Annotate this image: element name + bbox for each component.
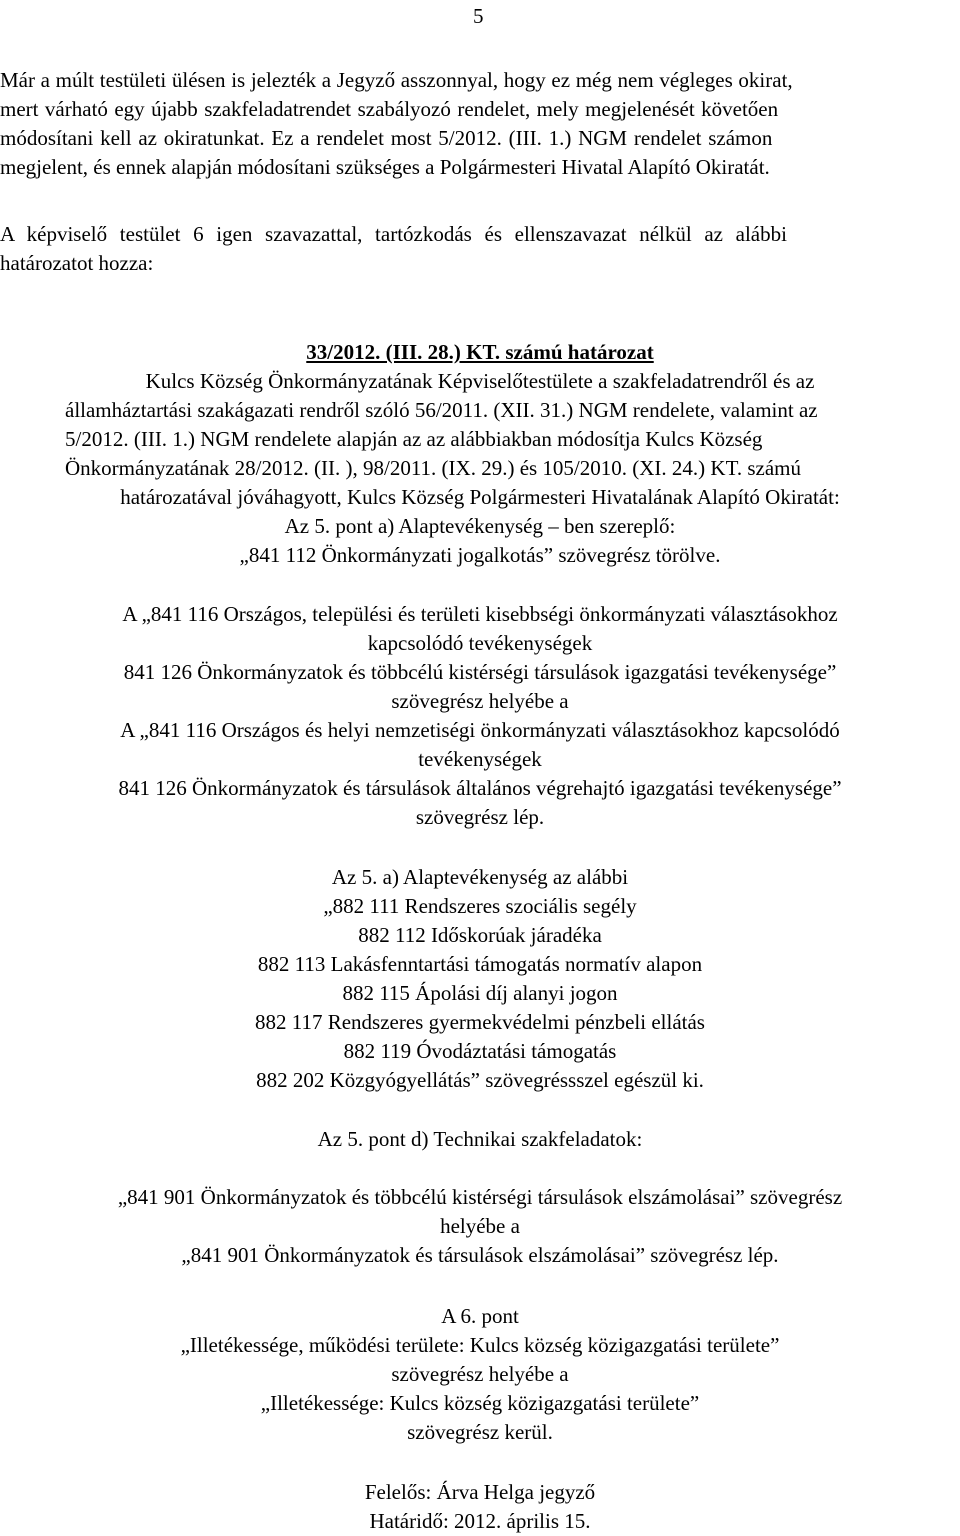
resolution xyxy=(0,338,960,570)
responsible-person: Felelős: Árva Helga jegyző xyxy=(364,1480,596,1504)
resolution-line-4: Önkormányzatának 28/2012. (II. ), 98/2011. (IX. 29.) és 105/2010. (XI. 24.) KT. számú xyxy=(65,456,801,480)
section2-line-3: 882 112 Időskorúak járadéka xyxy=(358,923,602,947)
section4-line-2: „Illetékessége, működési területe: Kulcs község közigazgatási területe” xyxy=(180,1333,780,1357)
intro-line-2: mert várható egy újabb szakfeladatrendet szabályozó rendelet, mely megjelenését követően xyxy=(0,97,779,121)
intro-line-3: módosítani kell az okiratunkat. Ez a rendelet most 5/2012. (III. 1.) NGM rendelet számon xyxy=(0,126,773,150)
intro-line-4: megjelent, és ennek alapján módosítani szükséges a Polgármesteri Hivatal Alapító Okiratát. xyxy=(0,155,770,179)
section-replacement-2 xyxy=(0,863,960,1095)
section3-line-4: „841 901 Önkormányzatok és társulások elszámolásai” szövegrész lép. xyxy=(181,1243,779,1267)
section4-line-1: A 6. pont xyxy=(441,1304,519,1328)
intro-line-1: Már a múlt testületi ülésen is jelezték a Jegyző asszonnyal, hogy ez még nem végleges okirat, xyxy=(0,68,793,92)
page-number-text: 5 xyxy=(473,4,484,28)
resolution-line-5: határozatával jóváhagyott, Kulcs Község Polgármesteri Hivatalának Alapító Okiratát: xyxy=(120,485,840,509)
section2-line-2: „882 111 Rendszeres szociális segély xyxy=(323,894,637,918)
resolution-line-3: 5/2012. (III. 1.) NGM rendelete alapján az az alábbiakban módosítja Kulcs Község xyxy=(65,427,763,451)
section-replacement-3 xyxy=(0,1125,960,1270)
section2-line-7: 882 119 Óvodáztatási támogatás xyxy=(343,1039,617,1063)
section1-line-7: 841 126 Önkormányzatok és társulások általános végrehajtó igazgatási tevékenysége” xyxy=(118,776,842,800)
resolution-heading: 33/2012. (III. 28.) KT. számú határozat xyxy=(306,340,654,364)
vote-paragraph xyxy=(0,220,960,278)
section1-line-8: szövegrész lép. xyxy=(415,805,545,829)
section1-line-1: A „841 116 Országos, települési és területi kisebbségi önkormányzati választásokhoz xyxy=(122,602,838,626)
resolution-line-2: államháztartási szakágazati rendről szóló 56/2011. (XII. 31.) NGM rendelete, valamint az xyxy=(65,398,818,422)
vote-line-2: határozatot hozza: xyxy=(0,251,154,275)
section3-line-2: „841 901 Önkormányzatok és többcélú kistérségi társulások elszámolásai” szövegrész xyxy=(117,1185,843,1209)
section2-line-8: 882 202 Közgyógyellátás” szövegréssszel egészül ki. xyxy=(256,1068,704,1092)
section1-line-6: tevékenységek xyxy=(418,747,542,771)
section-replacement-1 xyxy=(0,600,960,832)
section1-line-4: szövegrész helyébe a xyxy=(391,689,569,713)
vote-line-1: A képviselő testület 6 igen szavazattal, tartózkodás és ellenszavazat nélkül az alábbi xyxy=(0,222,787,246)
section2-line-5: 882 115 Ápolási díj alanyi jogon xyxy=(342,981,618,1005)
intro-paragraph xyxy=(0,66,960,182)
section1-line-3: 841 126 Önkormányzatok és többcélú kistérségi társulások igazgatási tevékenysége” xyxy=(123,660,837,684)
section1-line-2: kapcsolódó tevékenységek xyxy=(367,631,593,655)
section-replacement-4 xyxy=(0,1302,960,1447)
section2-line-4: 882 113 Lakásfenntartási támogatás normatív alapon xyxy=(257,952,703,976)
resolution-line-7: „841 112 Önkormányzati jogalkotás” szövegrész törölve. xyxy=(239,543,721,567)
section4-line-5: szövegrész kerül. xyxy=(407,1420,553,1444)
deadline: Határidő: 2012. április 15. xyxy=(369,1509,591,1533)
section2-line-1: Az 5. a) Alaptevékenység az alábbi xyxy=(331,865,629,889)
resolution-line-6: Az 5. pont a) Alaptevékenység – ben szereplő: xyxy=(284,514,676,538)
responsibility-footer xyxy=(0,1478,960,1536)
section3-line-3: helyébe a xyxy=(440,1214,520,1238)
section4-line-4: „Illetékessége: Kulcs község közigazgatási területe” xyxy=(260,1391,700,1415)
section1-line-5: A „841 116 Országos és helyi nemzetiségi önkormányzati választásokhoz kapcsolódó xyxy=(120,718,840,742)
section4-line-3: szövegrész helyébe a xyxy=(391,1362,569,1386)
section2-line-6: 882 117 Rendszeres gyermekvédelmi pénzbeli ellátás xyxy=(255,1010,705,1034)
resolution-line-1: Kulcs Község Önkormányzatának Képviselőtestülete a szakfeladatrendről és az xyxy=(145,369,815,393)
section3-line-1: Az 5. pont d) Technikai szakfeladatok: xyxy=(317,1127,643,1151)
